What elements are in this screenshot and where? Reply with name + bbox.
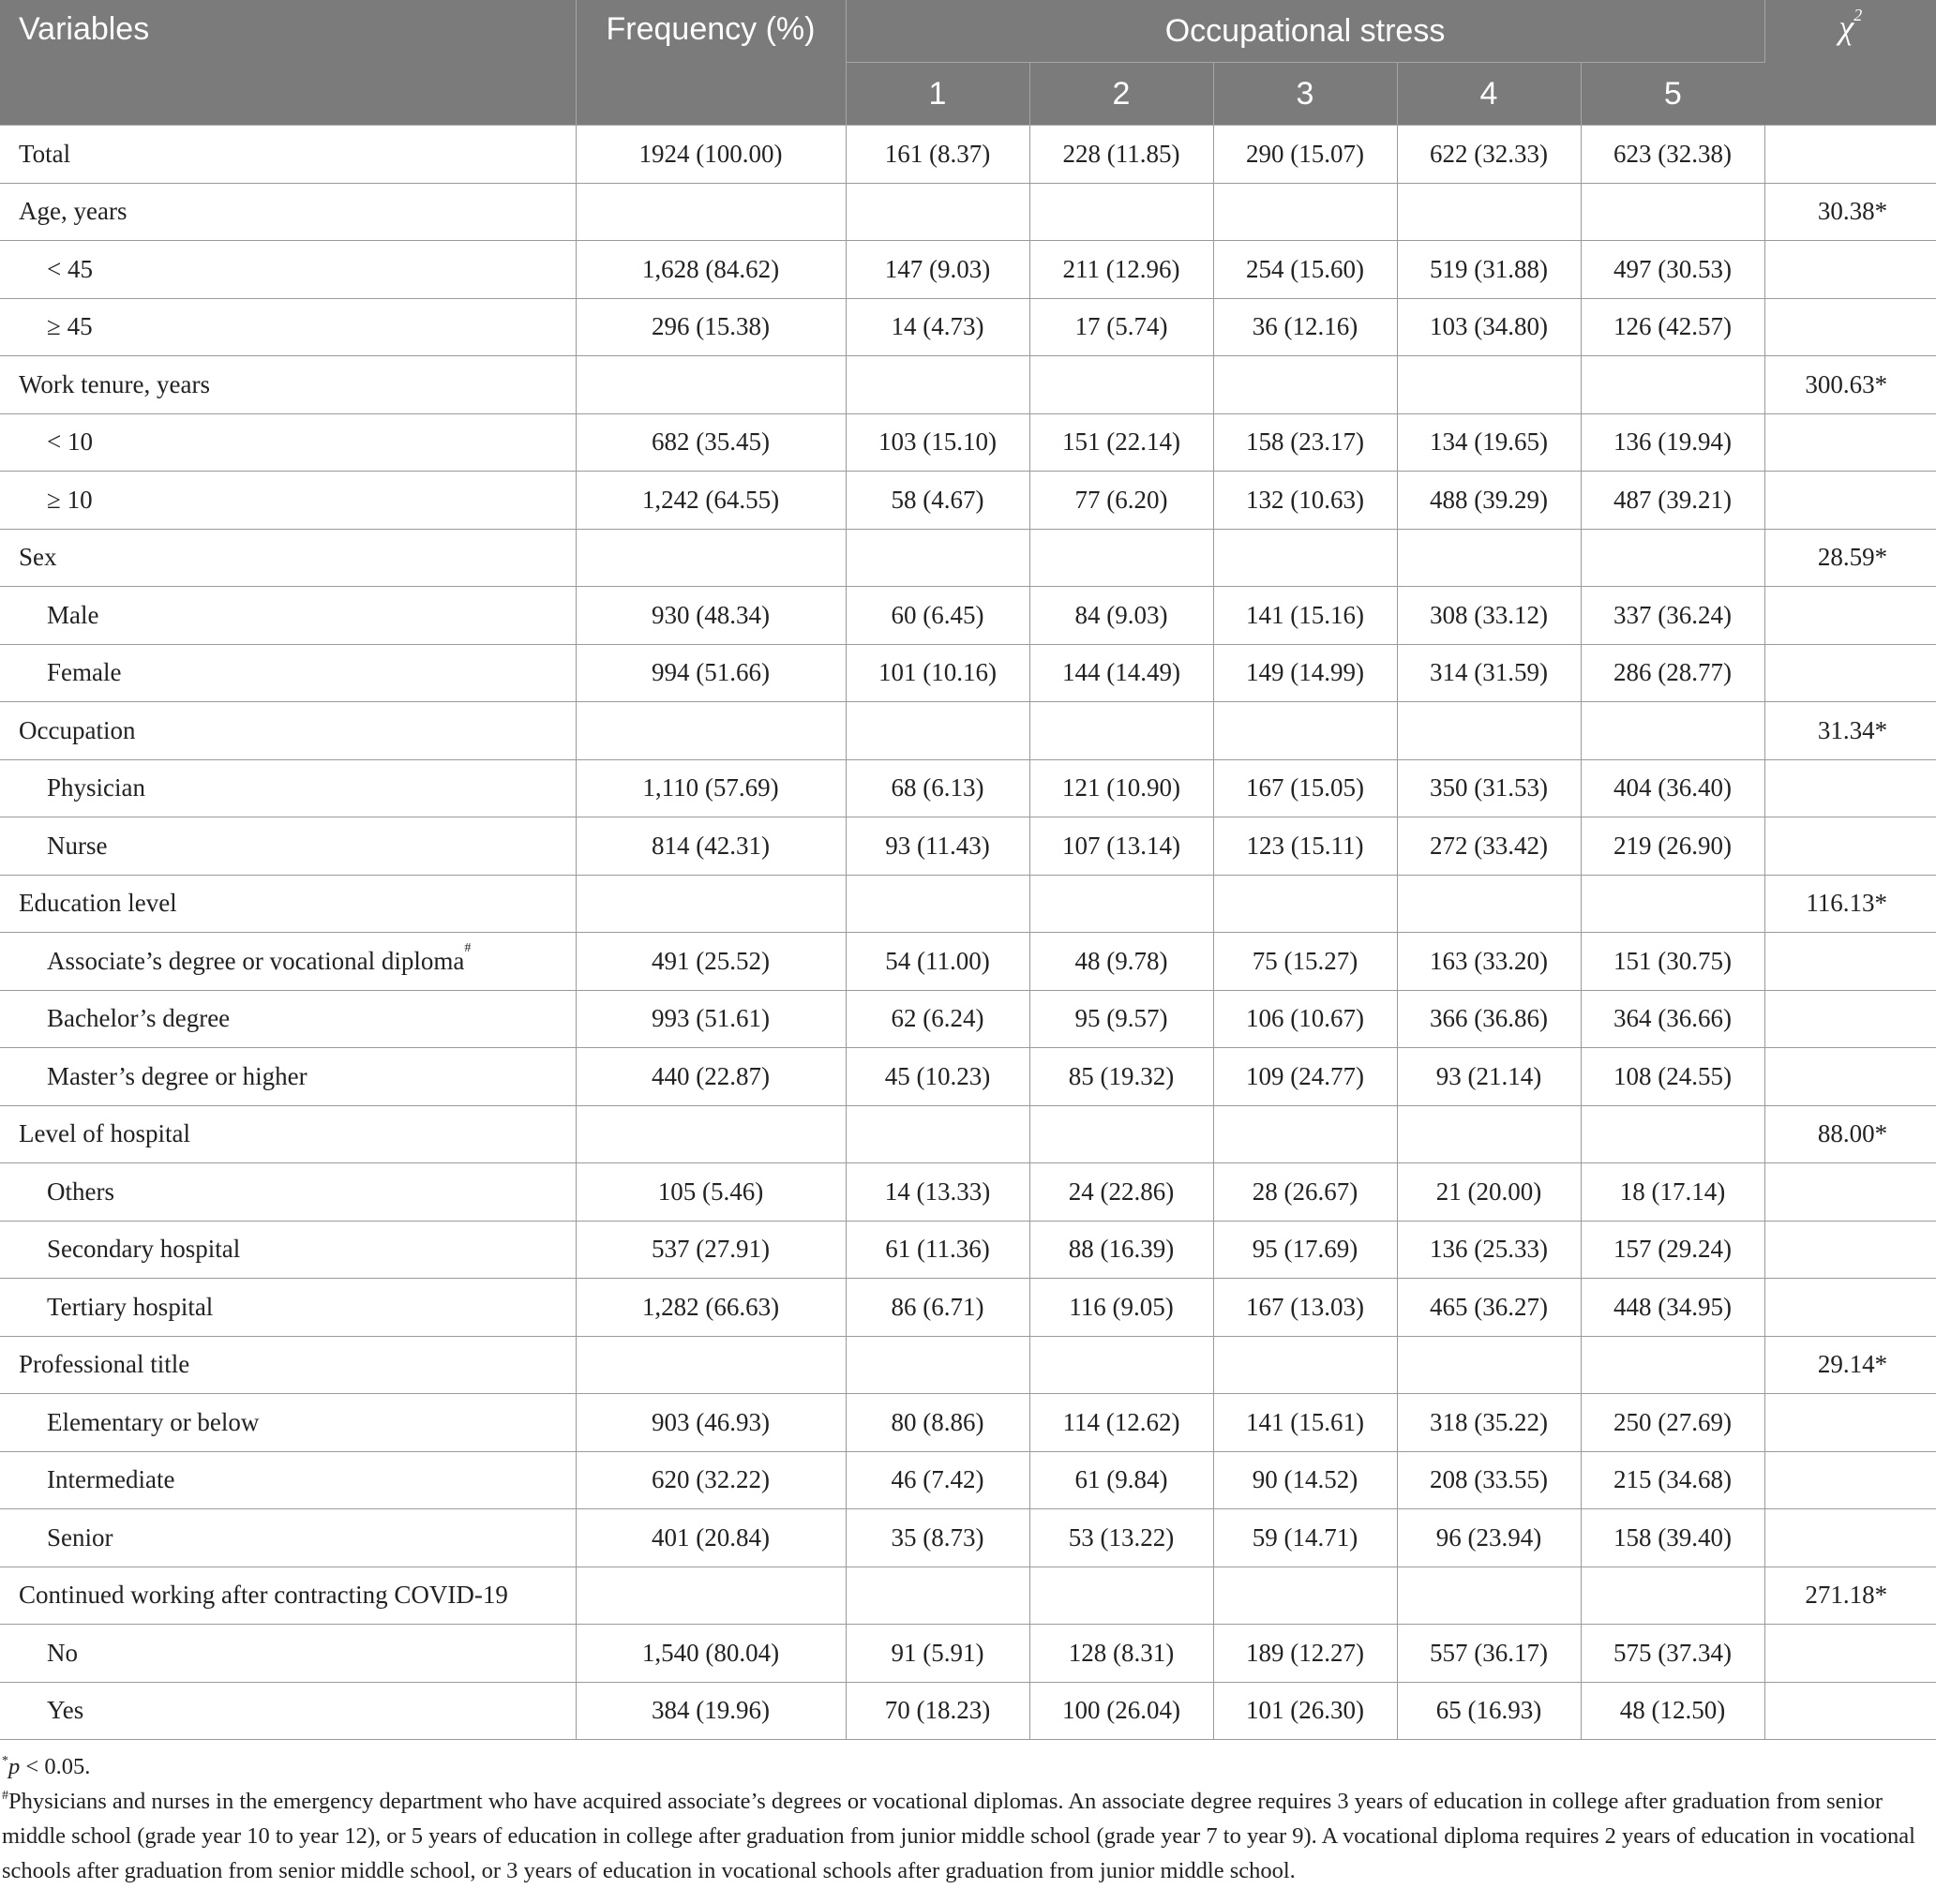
header-level-2: 2 [1029,63,1213,126]
stress-4-cell: 366 (36.86) [1397,990,1581,1048]
chi-square-cell [1764,1279,1936,1337]
stress-1-cell: 93 (11.43) [846,817,1029,876]
chi-square-cell [1764,1163,1936,1222]
frequency-cell [576,702,846,760]
chi-square-cell [1764,1682,1936,1740]
stress-2-cell: 116 (9.05) [1029,1279,1213,1337]
table-row-variable [0,126,1936,184]
stress-4-cell: 103 (34.80) [1397,298,1581,356]
stress-5-cell [1581,1336,1764,1394]
stress-4-cell: 136 (25.33) [1397,1221,1581,1279]
stress-4-cell: 208 (33.55) [1397,1451,1581,1509]
stress-3-cell: 123 (15.11) [1213,817,1397,876]
stress-4-cell: 557 (36.17) [1397,1625,1581,1683]
stress-2-cell: 107 (13.14) [1029,817,1213,876]
stress-3-cell: 109 (24.77) [1213,1048,1397,1106]
header-level-1: 1 [846,63,1029,126]
row-label-cell [0,1394,576,1452]
table-row-subcategory [0,644,1936,702]
table-row-subcategory [0,933,1936,991]
table-row-variable [0,1567,1936,1625]
row-label-cell [0,356,576,414]
stress-1-cell: 70 (18.23) [846,1682,1029,1740]
stress-1-cell: 61 (11.36) [846,1221,1029,1279]
stress-5-cell: 126 (42.57) [1581,298,1764,356]
table-row-subcategory [0,413,1936,472]
row-label-cell [0,817,576,876]
stress-4-cell [1397,356,1581,414]
frequency-cell: 1,628 (84.62) [576,241,846,299]
stress-5-cell [1581,1105,1764,1163]
frequency-cell: 1,282 (66.63) [576,1279,846,1337]
header-level-4: 4 [1397,63,1581,126]
chi-square-cell [1764,472,1936,530]
stress-2-cell [1029,875,1213,933]
stress-3-cell: 95 (17.69) [1213,1221,1397,1279]
chi-square-cell [1764,1394,1936,1452]
stress-2-cell: 24 (22.86) [1029,1163,1213,1222]
frequency-cell: 814 (42.31) [576,817,846,876]
stress-3-cell [1213,183,1397,241]
frequency-cell [576,356,846,414]
row-label: Senior [47,1522,113,1552]
row-label: < 45 [47,254,93,283]
stress-1-cell: 62 (6.24) [846,990,1029,1048]
stress-5-cell: 18 (17.14) [1581,1163,1764,1222]
row-label-cell [0,472,576,530]
stress-3-cell: 254 (15.60) [1213,241,1397,299]
table-row-subcategory [0,587,1936,645]
chi-square-cell [1764,298,1936,356]
frequency-cell: 401 (20.84) [576,1509,846,1567]
row-label-cell [0,1567,576,1625]
frequency-cell: 993 (51.61) [576,990,846,1048]
stress-1-cell: 101 (10.16) [846,644,1029,702]
frequency-cell: 1,540 (80.04) [576,1625,846,1683]
stress-2-cell: 61 (9.84) [1029,1451,1213,1509]
frequency-cell: 491 (25.52) [576,933,846,991]
table-row-subcategory [0,1394,1936,1452]
stress-2-cell [1029,702,1213,760]
footnote-education: #Physicians and nurses in the emergency department who have acquired associate’s degrees or vocational diplomas. An associate degree requires 3 years of education in college after graduation from senior middle school (grade year 10 to year 12), or 5 years of education in college after graduation from junior middle school (grade year 7 to year 9). A vocational diploma requires 2 years of education in vocational schools after graduation from senior middle school, or 3 years of education in vocational schools after graduation from junior middle school. [2,1789,1915,1883]
footnote-significance: *p < 0.05. [2,1754,91,1779]
row-label-cell [0,990,576,1048]
chi-square-cell: 29.14* [1764,1336,1936,1394]
row-label: Professional title [19,1350,190,1379]
row-label: Others [47,1177,114,1206]
frequency-cell: 296 (15.38) [576,298,846,356]
row-label: No [47,1638,78,1667]
stress-4-cell: 350 (31.53) [1397,759,1581,817]
stress-5-cell: 108 (24.55) [1581,1048,1764,1106]
table-footnotes [0,1740,1936,1888]
row-label-cell [0,1105,576,1163]
stress-3-cell: 141 (15.16) [1213,587,1397,645]
table-row-variable [0,875,1936,933]
stress-5-cell [1581,529,1764,587]
frequency-cell: 1924 (100.00) [576,126,846,184]
stress-4-cell: 272 (33.42) [1397,817,1581,876]
row-label: Yes [47,1696,84,1725]
stress-5-cell: 250 (27.69) [1581,1394,1764,1452]
frequency-cell: 930 (48.34) [576,587,846,645]
table-row-subcategory [0,1279,1936,1337]
stress-5-cell: 157 (29.24) [1581,1221,1764,1279]
chi-square-cell: 116.13* [1764,875,1936,933]
stress-5-cell: 136 (19.94) [1581,413,1764,472]
stress-3-cell [1213,356,1397,414]
stress-4-cell: 622 (32.33) [1397,126,1581,184]
row-label-cell [0,1163,576,1222]
frequency-cell [576,875,846,933]
table-row-subcategory [0,298,1936,356]
stress-5-cell: 364 (36.66) [1581,990,1764,1048]
chi-square-cell [1764,587,1936,645]
frequency-cell [576,1567,846,1625]
chi-square-cell [1764,817,1936,876]
stress-2-cell [1029,183,1213,241]
chi-square-cell: 271.18* [1764,1567,1936,1625]
stress-5-cell: 219 (26.90) [1581,817,1764,876]
stress-5-cell [1581,356,1764,414]
frequency-cell: 1,110 (57.69) [576,759,846,817]
table-row-subcategory [0,759,1936,817]
stress-3-cell: 75 (15.27) [1213,933,1397,991]
row-label-cell [0,529,576,587]
row-label: Physician [47,773,145,802]
stress-5-cell: 448 (34.95) [1581,1279,1764,1337]
stress-2-cell [1029,1567,1213,1625]
stress-4-cell [1397,1336,1581,1394]
stress-3-cell: 28 (26.67) [1213,1163,1397,1222]
stress-1-cell: 35 (8.73) [846,1509,1029,1567]
row-label: Secondary hospital [47,1235,241,1264]
stress-3-cell: 90 (14.52) [1213,1451,1397,1509]
stress-2-cell: 17 (5.74) [1029,298,1213,356]
stress-4-cell [1397,702,1581,760]
stress-4-cell: 308 (33.12) [1397,587,1581,645]
chi-square-cell [1764,1509,1936,1567]
stress-1-cell: 46 (7.42) [846,1451,1029,1509]
stress-1-cell: 68 (6.13) [846,759,1029,817]
stress-2-cell: 48 (9.78) [1029,933,1213,991]
row-label: Age, years [19,197,128,226]
stress-4-cell [1397,875,1581,933]
row-label: < 10 [47,427,93,457]
stress-1-cell: 14 (4.73) [846,298,1029,356]
stress-5-cell: 158 (39.40) [1581,1509,1764,1567]
chi-square-cell [1764,413,1936,472]
header-level-3: 3 [1213,63,1397,126]
row-label: Female [47,658,122,687]
header-variables: Variables [0,0,576,126]
row-label-cell [0,1279,576,1337]
header-occupational-stress: Occupational stress [846,0,1764,63]
stress-1-cell: 60 (6.45) [846,587,1029,645]
stress-5-cell: 215 (34.68) [1581,1451,1764,1509]
table-row-subcategory [0,241,1936,299]
stress-4-cell: 134 (19.65) [1397,413,1581,472]
row-label-cell [0,413,576,472]
stress-5-cell: 151 (30.75) [1581,933,1764,991]
row-label: ≥ 45 [47,312,93,341]
row-label-cell [0,183,576,241]
footnote-mark: # [464,940,472,955]
row-label-cell [0,933,576,991]
stress-3-cell: 290 (15.07) [1213,126,1397,184]
stress-3-cell: 158 (23.17) [1213,413,1397,472]
table-row-subcategory [0,1451,1936,1509]
stress-1-cell: 54 (11.00) [846,933,1029,991]
table-row-subcategory [0,1048,1936,1106]
chi-square-cell: 31.34* [1764,702,1936,760]
stress-4-cell: 465 (36.27) [1397,1279,1581,1337]
stress-2-cell: 228 (11.85) [1029,126,1213,184]
row-label: Continued working after contracting COVID-19 [19,1581,508,1610]
table-row-variable [0,1336,1936,1394]
chi-square-cell [1764,126,1936,184]
stress-3-cell: 101 (26.30) [1213,1682,1397,1740]
row-label-cell [0,1048,576,1106]
table-header [0,0,1936,126]
row-label-cell [0,1682,576,1740]
stress-1-cell: 161 (8.37) [846,126,1029,184]
stress-4-cell: 519 (31.88) [1397,241,1581,299]
row-label: Work tenure, years [19,369,210,398]
stress-1-cell: 91 (5.91) [846,1625,1029,1683]
table-row-subcategory [0,1509,1936,1567]
header-frequency: Frequency (%) [576,0,846,126]
row-label-cell [0,702,576,760]
row-label-cell [0,759,576,817]
stress-1-cell: 147 (9.03) [846,241,1029,299]
stress-1-cell: 14 (13.33) [846,1163,1029,1222]
frequency-cell: 682 (35.45) [576,413,846,472]
stress-1-cell [846,1567,1029,1625]
row-label-cell [0,644,576,702]
chi-square-cell [1764,644,1936,702]
row-label-cell [0,1625,576,1683]
table-row-subcategory [0,990,1936,1048]
stress-2-cell: 100 (26.04) [1029,1682,1213,1740]
row-label: ≥ 10 [47,485,93,514]
stress-4-cell [1397,1105,1581,1163]
stress-3-cell: 189 (12.27) [1213,1625,1397,1683]
table-row-subcategory [0,1221,1936,1279]
row-label-cell [0,241,576,299]
stress-3-cell: 106 (10.67) [1213,990,1397,1048]
stress-3-cell [1213,529,1397,587]
stress-5-cell: 487 (39.21) [1581,472,1764,530]
stress-2-cell: 151 (22.14) [1029,413,1213,472]
stress-2-cell: 121 (10.90) [1029,759,1213,817]
table-body [0,126,1936,1740]
frequency-cell: 1,242 (64.55) [576,472,846,530]
row-label: Elementary or below [47,1407,260,1436]
stress-5-cell [1581,875,1764,933]
stress-3-cell: 141 (15.61) [1213,1394,1397,1452]
stress-2-cell [1029,1105,1213,1163]
stress-1-cell [846,183,1029,241]
chi-square-cell: 300.63* [1764,356,1936,414]
frequency-cell [576,1105,846,1163]
table-row-variable [0,1105,1936,1163]
stress-4-cell: 318 (35.22) [1397,1394,1581,1452]
stress-2-cell: 144 (14.49) [1029,644,1213,702]
frequency-cell: 105 (5.46) [576,1163,846,1222]
stress-4-cell: 488 (39.29) [1397,472,1581,530]
stress-4-cell: 93 (21.14) [1397,1048,1581,1106]
stress-2-cell: 114 (12.62) [1029,1394,1213,1452]
stress-1-cell [846,356,1029,414]
chi-square-cell [1764,1451,1936,1509]
row-label: Occupation [19,715,136,744]
row-label-cell [0,875,576,933]
table-row-subcategory [0,1625,1936,1683]
stress-3-cell: 149 (14.99) [1213,644,1397,702]
table-row-subcategory [0,1163,1936,1222]
stress-1-cell [846,1105,1029,1163]
chi-square-cell [1764,1221,1936,1279]
stress-4-cell: 163 (33.20) [1397,933,1581,991]
stress-5-cell: 337 (36.24) [1581,587,1764,645]
row-label: Education level [19,889,177,918]
table-row-subcategory [0,817,1936,876]
row-label-cell [0,1336,576,1394]
stress-4-cell [1397,529,1581,587]
stress-2-cell: 85 (19.32) [1029,1048,1213,1106]
stress-5-cell: 575 (37.34) [1581,1625,1764,1683]
stress-1-cell [846,702,1029,760]
frequency-cell: 440 (22.87) [576,1048,846,1106]
stress-3-cell: 36 (12.16) [1213,298,1397,356]
header-level-5: 5 [1581,63,1764,126]
frequency-cell: 994 (51.66) [576,644,846,702]
stress-4-cell: 21 (20.00) [1397,1163,1581,1222]
row-label-cell [0,587,576,645]
stress-3-cell [1213,702,1397,760]
row-label: Male [47,600,99,629]
frequency-cell: 620 (32.22) [576,1451,846,1509]
stress-3-cell: 132 (10.63) [1213,472,1397,530]
chi-square-cell: 30.38* [1764,183,1936,241]
stress-2-cell [1029,1336,1213,1394]
stress-4-cell [1397,183,1581,241]
table-row-subcategory [0,1682,1936,1740]
stress-3-cell [1213,1105,1397,1163]
stress-4-cell: 96 (23.94) [1397,1509,1581,1567]
row-label: Tertiary hospital [47,1292,214,1321]
stress-3-cell: 167 (15.05) [1213,759,1397,817]
row-label-cell [0,1221,576,1279]
stress-2-cell [1029,529,1213,587]
stress-3-cell [1213,1336,1397,1394]
chi-square-cell [1764,933,1936,991]
row-label: Bachelor’s degree [47,1004,231,1033]
stress-3-cell: 59 (14.71) [1213,1509,1397,1567]
header-chi-square [1764,0,1936,126]
stress-4-cell [1397,1567,1581,1625]
row-label: Intermediate [47,1465,175,1494]
row-label: Level of hospital [19,1119,190,1148]
chi-square-cell [1764,241,1936,299]
stress-2-cell: 53 (13.22) [1029,1509,1213,1567]
stress-5-cell: 497 (30.53) [1581,241,1764,299]
chi-square-cell [1764,1625,1936,1683]
stress-1-cell: 86 (6.71) [846,1279,1029,1337]
stress-5-cell: 48 (12.50) [1581,1682,1764,1740]
table-row-variable [0,183,1936,241]
stress-5-cell: 623 (32.38) [1581,126,1764,184]
frequency-cell [576,183,846,241]
stress-2-cell: 88 (16.39) [1029,1221,1213,1279]
row-label-cell [0,1509,576,1567]
stress-5-cell: 404 (36.40) [1581,759,1764,817]
row-label: Nurse [47,831,108,860]
row-label-cell [0,1451,576,1509]
stress-1-cell [846,529,1029,587]
stress-1-cell [846,1336,1029,1394]
stress-3-cell [1213,1567,1397,1625]
stress-2-cell: 77 (6.20) [1029,472,1213,530]
chi-square-cell: 28.59* [1764,529,1936,587]
chi-square-cell [1764,759,1936,817]
stress-3-cell: 167 (13.03) [1213,1279,1397,1337]
stress-5-cell: 286 (28.77) [1581,644,1764,702]
chi-square-cell: 88.00* [1764,1105,1936,1163]
stress-1-cell: 45 (10.23) [846,1048,1029,1106]
stress-1-cell: 58 (4.67) [846,472,1029,530]
row-label: Master’s degree or higher [47,1061,308,1090]
chi-square-symbol: $\chi^2$ [1838,6,1863,46]
table-row-variable [0,529,1936,587]
row-label: Total [19,139,71,168]
row-label: Associate’s degree or vocational diploma [47,946,465,975]
stress-4-cell: 314 (31.59) [1397,644,1581,702]
table-row-variable [0,702,1936,760]
stress-1-cell: 103 (15.10) [846,413,1029,472]
frequency-cell [576,529,846,587]
frequency-cell: 903 (46.93) [576,1394,846,1452]
stress-5-cell [1581,702,1764,760]
frequency-cell: 384 (19.96) [576,1682,846,1740]
chi-square-cell [1764,990,1936,1048]
stress-2-cell: 128 (8.31) [1029,1625,1213,1683]
stress-5-cell [1581,183,1764,241]
row-label-cell [0,298,576,356]
table-row-subcategory [0,472,1936,530]
stress-4-cell: 65 (16.93) [1397,1682,1581,1740]
stress-2-cell: 84 (9.03) [1029,587,1213,645]
row-label-cell [0,126,576,184]
stress-1-cell [846,875,1029,933]
stress-5-cell [1581,1567,1764,1625]
stress-3-cell [1213,875,1397,933]
row-label: Sex [19,543,57,572]
frequency-cell [576,1336,846,1394]
stress-1-cell: 80 (8.86) [846,1394,1029,1452]
stress-2-cell: 211 (12.96) [1029,241,1213,299]
stress-2-cell [1029,356,1213,414]
frequency-cell: 537 (27.91) [576,1221,846,1279]
stress-2-cell: 95 (9.57) [1029,990,1213,1048]
chi-square-cell [1764,1048,1936,1106]
table-row-variable [0,356,1936,414]
